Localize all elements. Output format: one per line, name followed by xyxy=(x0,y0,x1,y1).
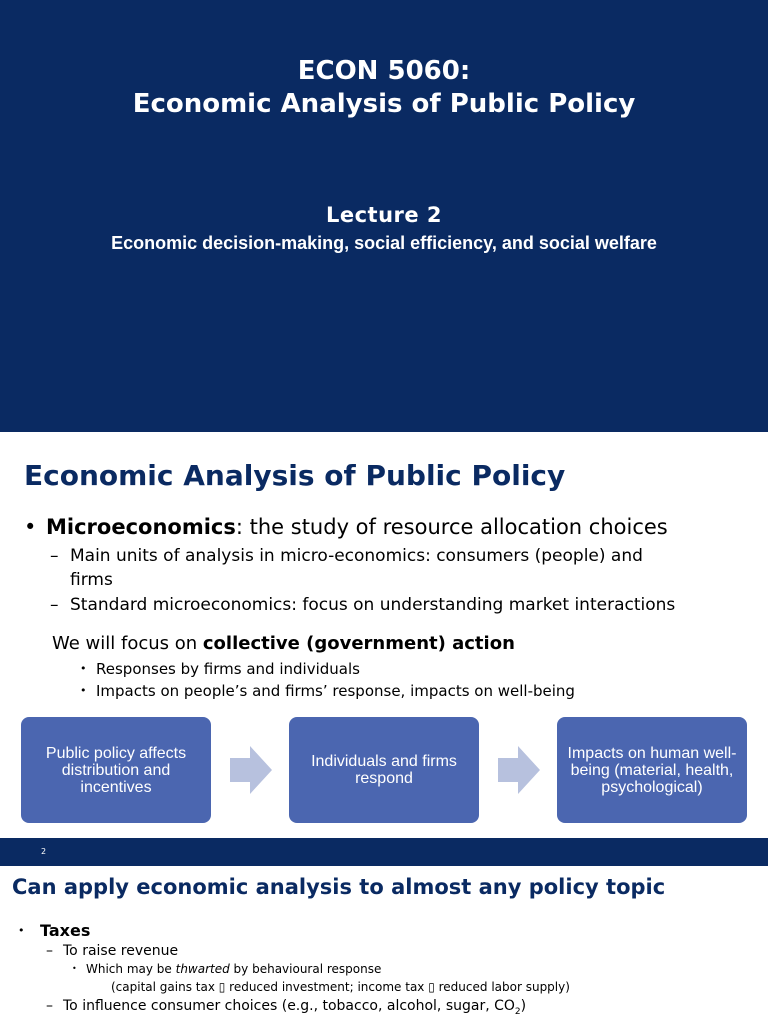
sub-bullet-text: Standard microeconomics: focus on understanding market interactions xyxy=(70,595,676,615)
course-code: ECON 5060: xyxy=(297,56,471,86)
sub-bullet-text-end: ) xyxy=(520,998,527,1014)
focus-pre: We will focus on xyxy=(52,633,203,654)
flow-box-response: Individuals and firms respond xyxy=(289,717,479,823)
lecture-subtitle: Economic decision-making, social efficiency, and social welfare xyxy=(111,233,657,253)
sub-sub-bullet-text-end: by behavioural response xyxy=(229,962,382,976)
bullet-taxes: • Taxes xyxy=(18,921,91,940)
bullet-dot: • xyxy=(24,515,37,539)
bullet-text: Taxes xyxy=(40,921,91,940)
focus-bold: collective (government) action xyxy=(202,633,515,654)
flow-box-impacts: Impacts on human well-being (material, health, psychological) xyxy=(557,717,747,823)
flow-box-policy: Public policy affects distribution and incentives xyxy=(21,717,211,823)
content-slide xyxy=(0,432,768,840)
sub-sub-bullet-emphasis: thwarted xyxy=(175,962,230,976)
sub-bullet-text: To raise revenue xyxy=(63,943,179,959)
focus-bullet: • Impacts on people’s and firms’ response, impacts on well-being xyxy=(80,682,575,700)
focus-bullet-text: Impacts on people’s and firms’ response, impacts on well-being xyxy=(96,682,575,700)
slide-title: Can apply economic analysis to almost any policy topic xyxy=(12,875,666,899)
course-title: Economic Analysis of Public Policy xyxy=(132,89,636,119)
arrow-right-icon xyxy=(228,746,272,794)
sub-bullet-units: – Main units of analysis in micro-economics: consumers (people) and firms xyxy=(50,546,643,590)
slide-footer xyxy=(0,838,768,866)
subscript: 2 xyxy=(514,1006,521,1017)
arrow-right-icon xyxy=(496,746,540,794)
focus-bullet: • Responses by firms and individuals xyxy=(80,660,360,678)
bullet-definition: : the study of resource allocation choices xyxy=(235,515,668,539)
sub-bullet-revenue: – To raise revenue xyxy=(46,943,179,959)
sub-bullet-text: Main units of analysis in micro-economics: consumers (people) and xyxy=(70,546,643,566)
lecture-number: Lecture 2 xyxy=(325,203,443,227)
sub-bullet-standard: – Standard microeconomics: focus on understanding market interactions xyxy=(50,595,676,615)
content-slide-3 xyxy=(0,866,768,1024)
page-number: 2 xyxy=(41,847,47,856)
focus-statement xyxy=(52,633,515,654)
bullet-term: Microeconomics xyxy=(46,515,236,539)
focus-bullet-text: Responses by firms and individuals xyxy=(96,660,360,678)
sub-bullet-text: To influence consumer choices (e.g., tobacco, alcohol, sugar, CO xyxy=(63,998,515,1014)
bullet-microeconomics xyxy=(24,515,668,539)
detail-line: (capital gains tax ▯ reduced investment; income tax ▯ reduced labor supply) xyxy=(111,980,570,994)
sub-bullet-text-cont: firms xyxy=(70,570,113,590)
sub-sub-bullet-text: Which may be xyxy=(86,962,176,976)
sub-sub-bullet: • Which may be thwarted by behavioural response xyxy=(72,962,382,976)
title-slide xyxy=(0,0,768,432)
sub-bullet-consumer: – To influence consumer choices (e.g., tobacco, alcohol, sugar, $CO_2$) xyxy=(46,998,527,1017)
slide-title: Economic Analysis of Public Policy xyxy=(24,459,566,492)
